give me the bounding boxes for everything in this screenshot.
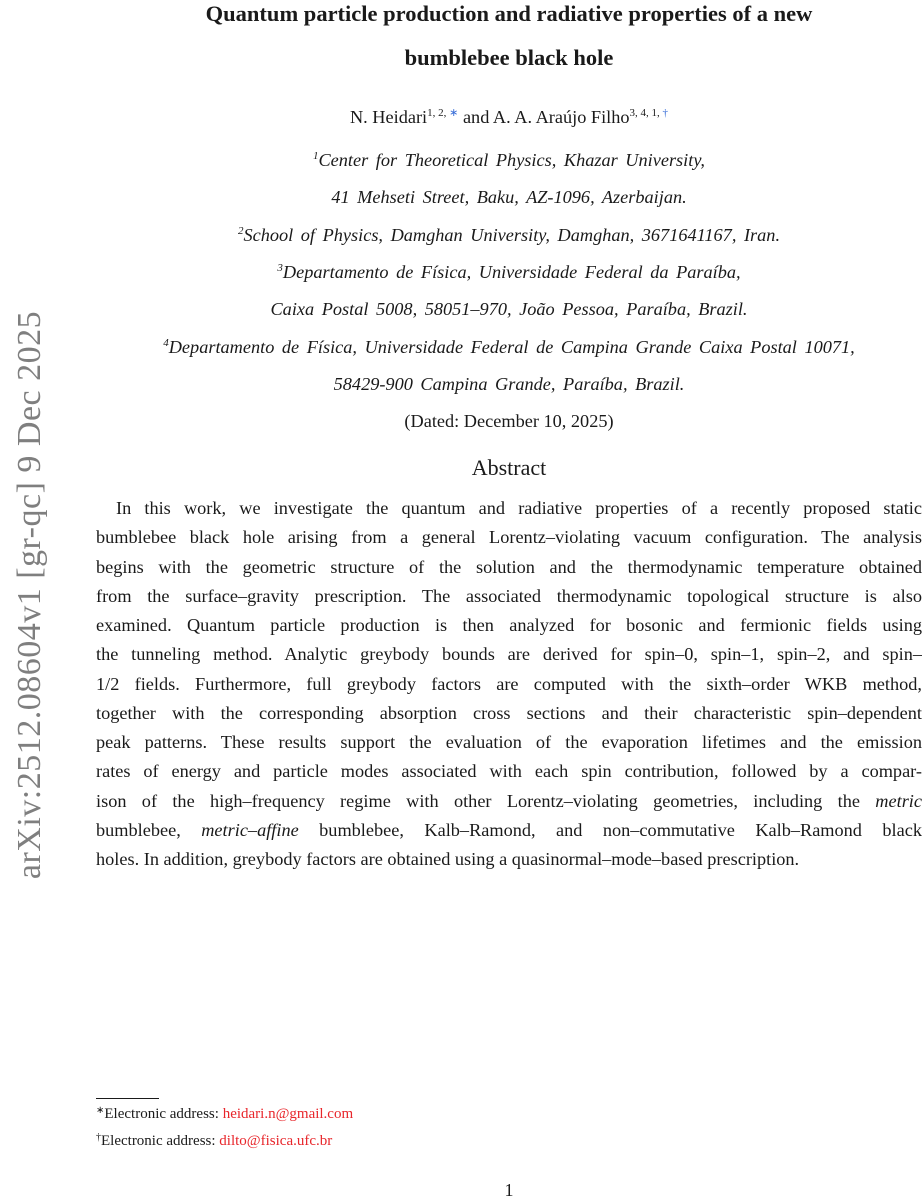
page-number: 1 [504,1180,514,1200]
arxiv-id-stamp [0,0,60,1200]
abstract-line: examined. Quantum particle production is then analyzed for bosonic and fermionic fields using [96,615,922,635]
abstract-line [96,787,922,816]
footnote-2 [96,1131,332,1151]
footnote-2-mark: † [96,1132,101,1143]
affiliation-4-text-1: Departamento de Física, Universidade Federal de Campina Grande Caixa Postal 10071, [168,337,855,357]
footnote-1-mark: ∗ [96,1105,105,1116]
affiliation-1-text-1: Center for Theoretical Physics, Khazar University, [318,150,705,170]
abstract-italic-metric-affine: metric–affine [201,819,299,840]
affiliation-1-mark: 1 [312,150,319,162]
footnote-1-email-link[interactable]: heidari.n@gmail.com [222,1106,354,1122]
abstract-line-12-text-a: bumblebee, [96,819,202,840]
author-connector: and [462,107,490,127]
author-1-name: N. Heidari [349,107,428,127]
footnote-1-label: Electronic address: [104,1106,223,1122]
affiliation-1-line-1 [96,148,922,172]
author-line [96,105,922,129]
author-2-affil-marks: 3, 4, 1, [629,107,660,119]
affiliation-3-mark: 3 [277,262,283,274]
abstract-italic-metric: metric [875,790,922,811]
affiliation-2-mark: 2 [237,225,244,237]
footnote-1 [96,1104,353,1124]
abstract-line-11-text: ison of the high–frequency regime with other Lorentz–violating geometries, including the [96,790,860,811]
author-2-footnote-link[interactable]: † [662,107,669,119]
abstract-line: rates of energy and particle modes associated with each spin contribution, followed by a compar- [96,761,922,782]
affiliation-4-mark: 4 [163,337,169,349]
footnote-2-label: Electronic address: [101,1133,220,1149]
arxiv-id-text: arXiv:2512.08604v1 [gr-qc] 9 Dec 2025 [11,310,48,880]
abstract-line: the tunneling method. Analytic greybody bounds are derived for spin–0, spin–1, spin–2, and spin– [96,644,922,665]
author-1-footnote-link[interactable]: ∗ [449,107,459,119]
abstract-line: In this work, we investigate the quantum and radiative properties of a recently proposed static [116,498,922,518]
affiliation-3-text-1: Departamento de Física, Universidade Federal da Paraíba, [282,262,741,282]
affiliation-1-line-2: 41 Mehseti Street, Baku, AZ-1096, Azerbaijan. [331,187,687,207]
abstract-line: holes. In addition, greybody factors are obtained using a quasinormal–mode–based prescription. [96,849,800,869]
abstract-body [96,494,922,874]
abstract-line: from the surface–gravity prescription. The associated thermodynamic topological structure is also [96,585,922,606]
abstract-line: peak patterns. These results support the evaluation of the evaporation lifetimes and the emission [96,732,922,752]
paper-title-line-2: bumblebee black hole [404,45,614,70]
footnote-2-email-link[interactable]: dilto@fisica.ufc.br [219,1133,333,1149]
abstract-line: begins with the geometric structure of the solution and the thermodynamic temperature obtained [96,556,922,577]
paper-title-line-1: Quantum particle production and radiative properties of a new [205,1,813,26]
abstract-line: bumblebee black hole arising from a general Lorentz–violating vacuum configuration. The analysis [96,527,922,548]
affiliation-4-line-2: 58429-900 Campina Grande, Paraíba, Brazil. [333,374,685,394]
abstract-line: together with the corresponding absorption cross sections and their characteristic spin–dependent [96,702,922,723]
abstract-heading: Abstract [471,455,547,480]
affiliation-3-line-1 [96,260,922,284]
dated-line: (Dated: December 10, 2025) [404,411,614,431]
abstract-line-12-text-b: bumblebee, Kalb–Ramond, and non–commutative Kalb–Ramond black [298,819,922,840]
affiliation-2-text-1: School of Physics, Damghan University, Damghan, 3671641167, Iran. [243,225,781,245]
abstract-line [96,816,922,845]
affiliation-3-line-2: Caixa Postal 5008, 58051–970, João Pessoa, Paraíba, Brazil. [270,299,748,319]
affiliation-4-line-1 [96,335,922,359]
affiliation-2-line-1 [96,223,922,247]
author-1-affil-marks: 1, 2, [427,107,447,119]
abstract-line: 1/2 fields. Furthermore, full greybody factors are computed with the sixth–order WKB method, [96,673,922,694]
footnote-divider [96,1098,159,1099]
author-2-name: A. A. Araújo Filho [492,107,630,127]
